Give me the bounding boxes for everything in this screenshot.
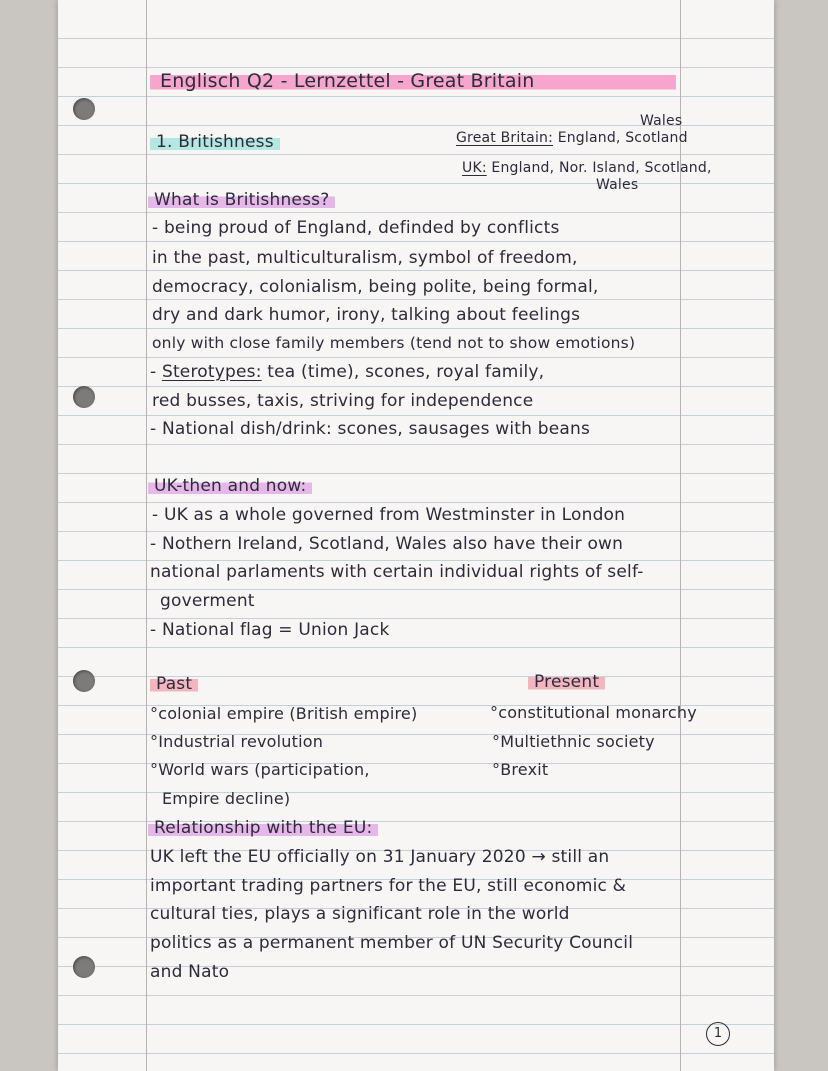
past-item: Empire decline)	[162, 789, 291, 808]
text-line: goverment	[160, 591, 255, 611]
section-heading: 1. Britishness	[150, 134, 280, 151]
uk-label: UK:	[462, 160, 487, 176]
text-line: in the past, multiculturalism, symbol of freedom,	[152, 248, 578, 268]
gb-value: England, Scotland	[557, 130, 688, 146]
present-item: °Multiethnic society	[492, 732, 655, 751]
punch-hole	[73, 956, 95, 978]
stereotypes-dash: -	[150, 362, 162, 382]
present-item: °constitutional monarchy	[490, 703, 697, 722]
text-line: national parlaments with certain individual rights of self-	[150, 562, 644, 582]
punch-hole	[73, 670, 95, 692]
present-item: °Brexit	[492, 760, 549, 779]
uk-now-heading: UK-then and now:	[148, 478, 312, 495]
eu-heading: Relationship with the EU:	[148, 820, 378, 837]
text-line: - National flag = Union Jack	[150, 620, 390, 640]
uk-value: England, Nor. Island, Scotland,	[491, 160, 712, 176]
text-line: red busses, taxis, striving for independence	[152, 391, 534, 411]
text-line: democracy, colonialism, being polite, being formal,	[152, 277, 599, 297]
text-line: cultural ties, plays a significant role in the world	[150, 904, 570, 924]
text-line: - National dish/drink: scones, sausages with beans	[150, 419, 591, 439]
past-item: °World wars (participation,	[150, 760, 370, 779]
punch-hole	[73, 98, 95, 120]
text-line: - Nothern Ireland, Scotland, Wales also have their own	[150, 534, 624, 554]
britishness-heading: What is Britishness?	[148, 192, 335, 209]
notebook-page	[58, 0, 774, 1071]
text-line: and Nato	[150, 962, 230, 982]
text-line: UK left the EU officially on 31 January 2020 → still an	[150, 847, 610, 867]
stereotypes-label: Sterotypes:	[161, 362, 262, 382]
past-heading: Past	[150, 676, 198, 693]
left-margin-line	[146, 0, 147, 1071]
punch-hole	[73, 386, 95, 408]
gb-label: Great Britain:	[456, 130, 554, 146]
text-line: - being proud of England, definded by conflicts	[152, 218, 560, 238]
past-item: °Industrial revolution	[150, 732, 324, 751]
gb-wales-note: Wales	[640, 113, 683, 129]
page-title: Englisch Q2 - Lernzettel - Great Britain	[150, 72, 676, 91]
text-line: important trading partners for the EU, still economic &	[150, 876, 627, 896]
page-number: 1	[706, 1022, 730, 1046]
text-line: dry and dark humor, irony, talking about feelings	[152, 305, 581, 325]
text-line: only with close family members (tend not to show emotions)	[152, 334, 636, 352]
past-item: °colonial empire (British empire)	[150, 704, 418, 723]
text-line: - UK as a whole governed from Westminster in London	[152, 505, 626, 525]
present-heading: Present	[528, 674, 605, 691]
text-line: politics as a permanent member of UN Security Council	[150, 933, 634, 953]
uk-wales-note: Wales	[596, 177, 639, 193]
stereotypes-value: tea (time), scones, royal family,	[261, 362, 545, 382]
